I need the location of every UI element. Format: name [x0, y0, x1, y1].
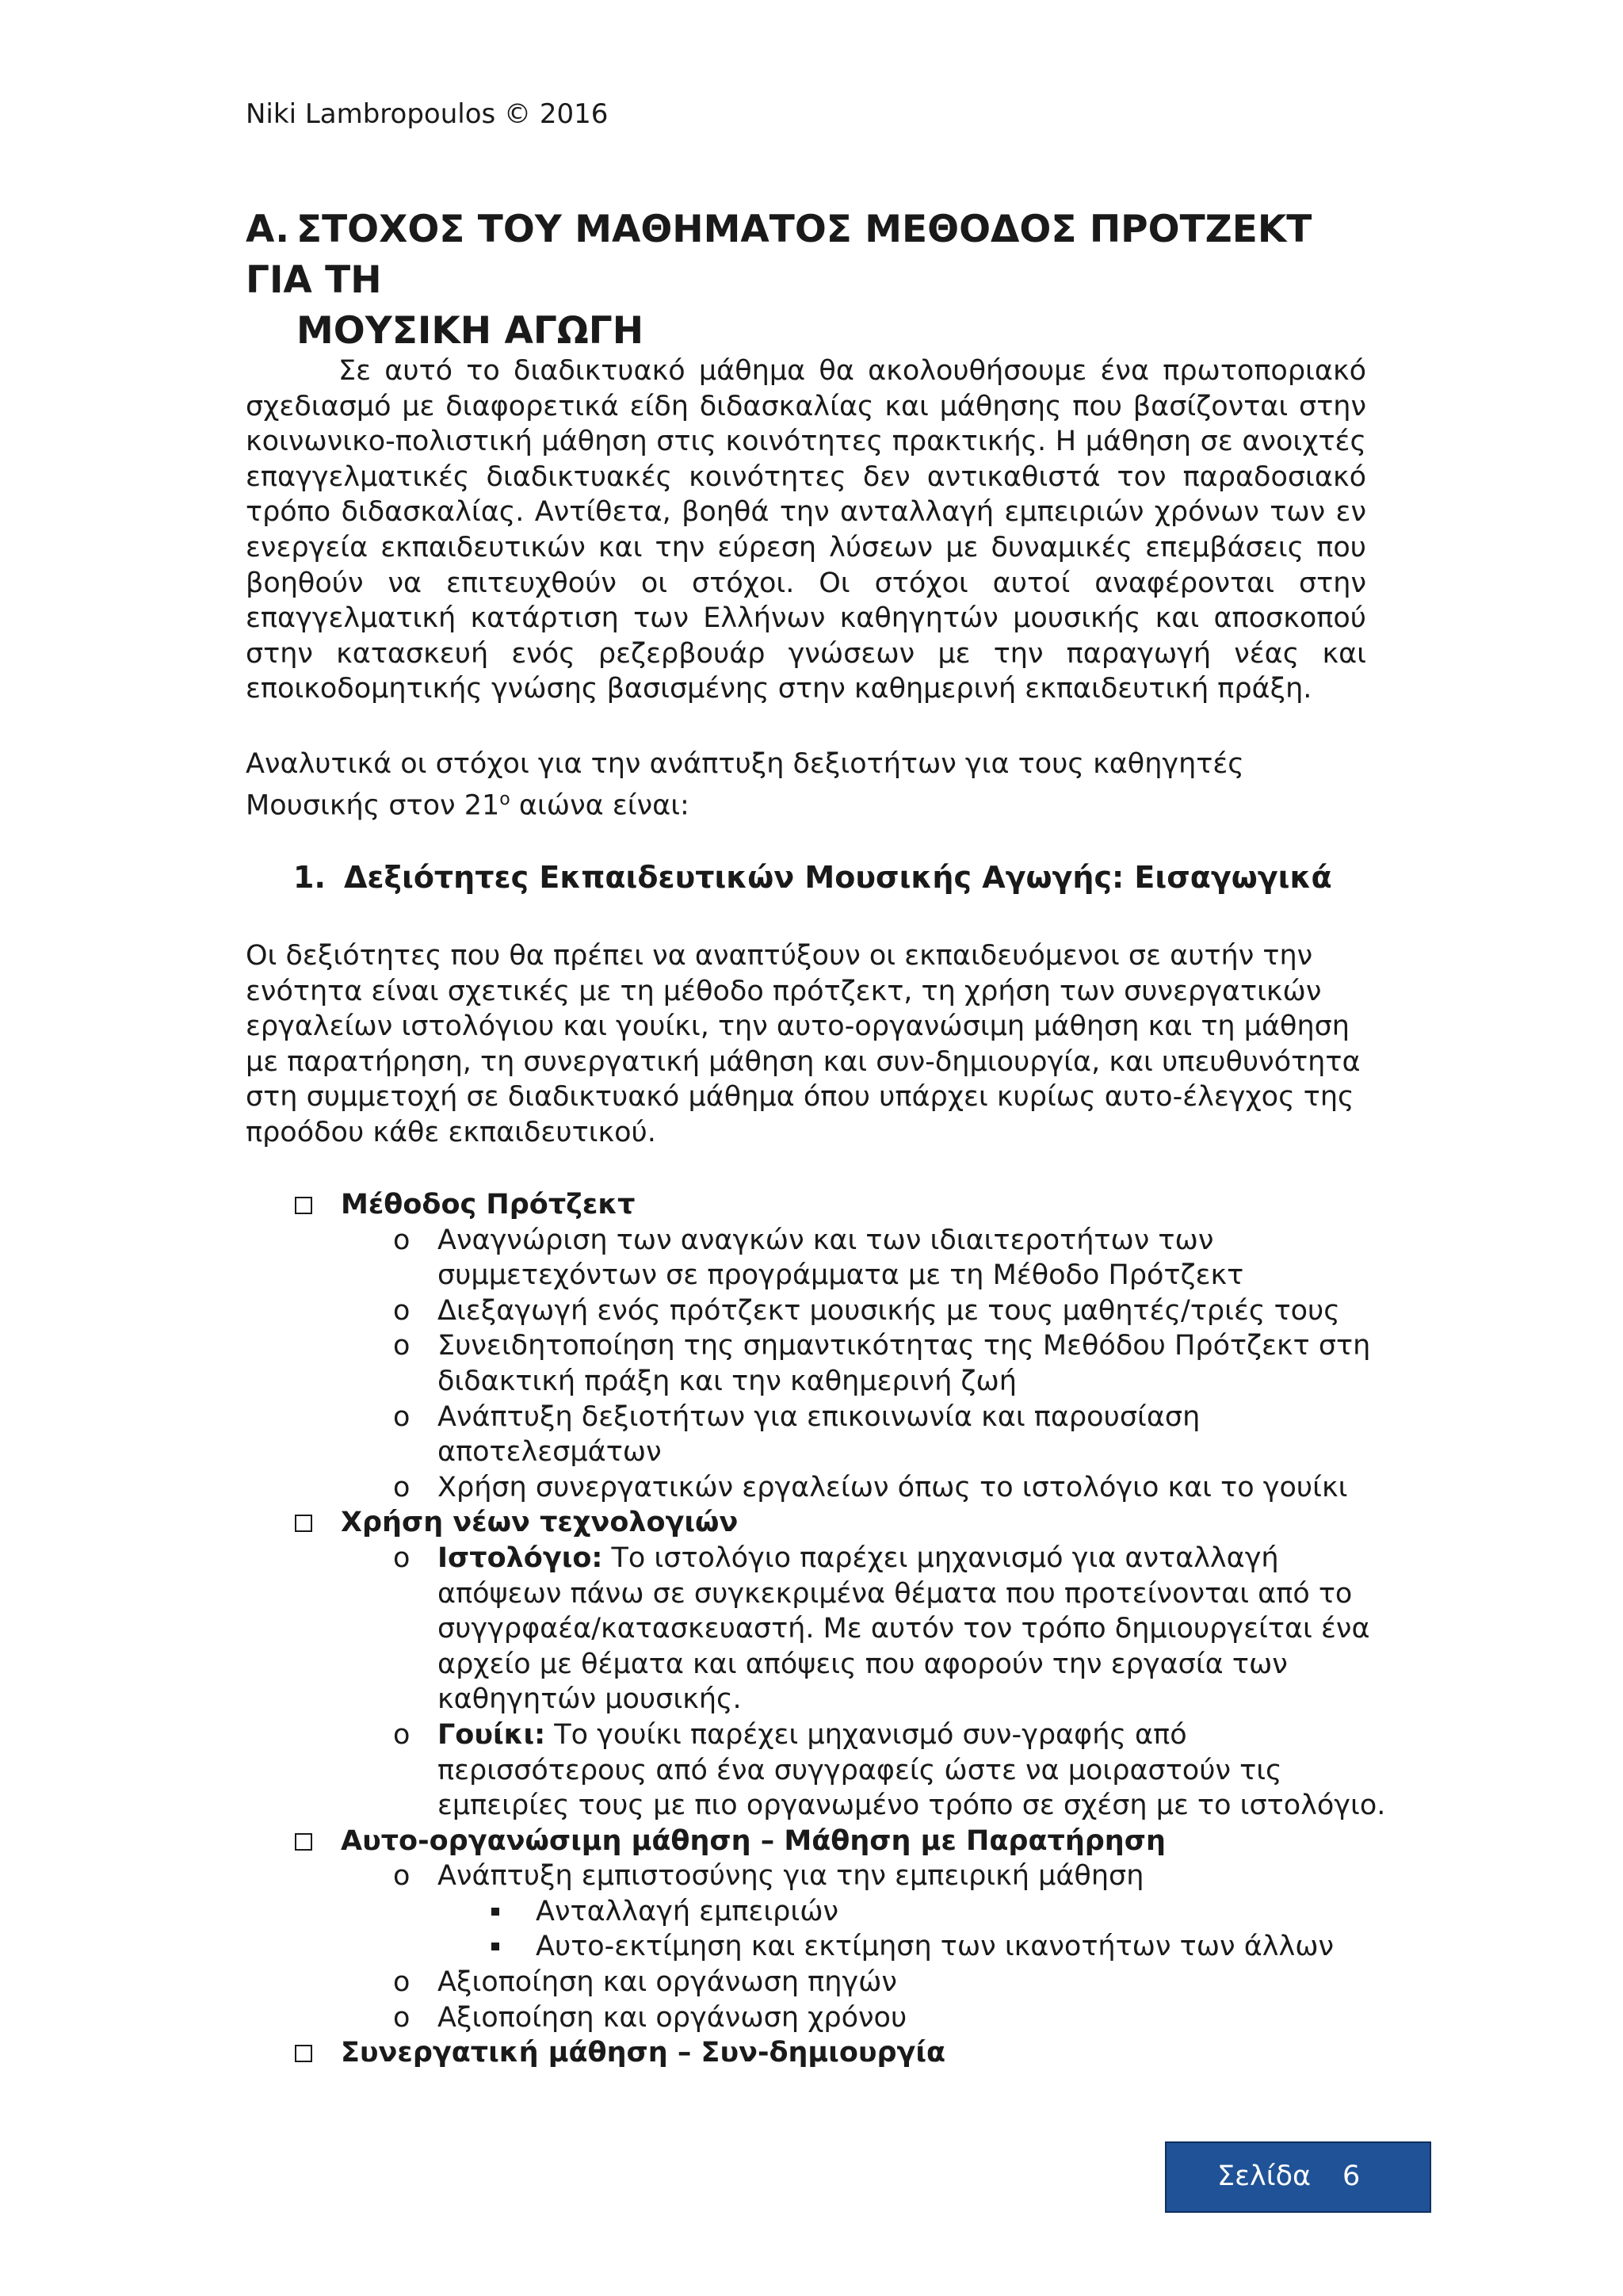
- goals-intro-text: Αναλυτικά οι στόχοι για την ανάπτυξη δεξιοτήτων για τους καθηγητές Μουσικής στον 21: [246, 748, 1244, 822]
- section-heading-text: Δεξιότητες Εκπαιδευτικών Μουσικής Αγωγής: Εισαγωγικά: [344, 860, 1332, 895]
- bullet-icon: o: [393, 1471, 411, 1503]
- skills-list: [295, 1187, 1404, 2071]
- title-line-1-text: ΣΤΟΧΟΣ ΤΟΥ ΜΑΘΗΜΑΤΟΣ ΜΕΘΟΔΟΣ ΠΡΟΤΖΕΚΤ ΓΙΑ ΤΗ: [246, 208, 1312, 302]
- list-group-title: [295, 1505, 1404, 1541]
- bullet-icon: o: [393, 1400, 411, 1433]
- list-subitem-text: Αυτο-εκτίμηση και εκτίμηση των ικανοτήτων των άλλων: [536, 1931, 1335, 1963]
- page-number: 6: [1342, 2160, 1361, 2192]
- section-paragraph: Οι δεξιότητες που θα πρέπει να αναπτύξουν οι εκπαιδευόμενοι σε αυτήν την ενότητα είναι σχετικές με τη μέθοδο πρότζεκτ, τη χρήση των συνεργατικών εργαλείων ιστολόγιου και γουίκι, την αυτο-οργανώσιμη μάθηση και τη μάθηση με παρατήρηση, τη συνεργατική μάθηση και συν-δημιουργία, και υπευθυνότητα στη συμμετοχή σε διαδικτυακό μάθημα όπου υπάρχει κυρίως αυτο-έλεγχος της προόδου κάθε εκπαιδευτικού.: [246, 940, 1361, 1148]
- list-item-text: Αξιοποίηση και οργάνωση πηγών: [437, 1966, 897, 1999]
- list-item-text: Χρήση συνεργατικών εργαλείων όπως το ιστολόγιο και το γουίκι: [437, 1471, 1348, 1503]
- list-item-text: Ανάπτυξη δεξιοτήτων για επικοινωνία και παρουσίαση αποτελεσμάτων: [437, 1400, 1201, 1469]
- checkbox-icon: [295, 1197, 312, 1214]
- list-group-title: [295, 1187, 1404, 1223]
- goals-intro-sup: ο: [499, 789, 510, 809]
- list-item-text: Αναγνώριση των αναγκών και των ιδιαιτεροτήτων των συμμετεχόντων σε προγράμματα με τη Μέθοδο Πρότζεκτ: [437, 1224, 1244, 1292]
- bullet-icon: o: [393, 1966, 411, 1999]
- list-item-text: Ανάπτυξη εμπιστοσύνης για την εμπειρική μάθηση: [437, 1860, 1144, 1893]
- list-item: [295, 1541, 1404, 1717]
- list-group-title: [295, 1824, 1404, 1859]
- checkbox-icon: [295, 2045, 312, 2062]
- page-number-box: [1165, 2141, 1431, 2213]
- list-subitem: [295, 1929, 1404, 1965]
- intro-paragraph: Σε αυτό το διαδικτυακό μάθημα θα ακολουθήσουμε ένα πρωτοποριακό σχεδιασμό με διαφορετικά είδη διδασκαλίας και μάθησης που βασίζονται στην κοινωνικο-πολιστική μάθηση στις κοινότητες πρακτικής. Η μάθηση σε ανοιχτές επαγγελματικές διαδικτυακές κοινότητες δεν αντικαθιστά τον παραδοσιακό τρόπο διδασκαλίας. Αντίθετα, βοηθά την ανταλλαγή εμπειριών χρόνων των εν ενεργεία εκπαιδευτικών και την εύρεση λύσεων με δυναμικές επεμβάσεις που βοηθούν να επιτευχθούν οι στόχοι. Οι στόχοι αυτοί αναφέρονται στην επαγγελματική κατάρτιση των Ελλήνων καθηγητών μουσικής και αποσκοπού στην κατασκευή ενός ρεζερβουάρ γνώσεων με την παραγωγή νέας και εποικοδομητικής γνώσης βασισμένης στην καθημερινή εκπαιδευτική πράξη.: [246, 355, 1366, 705]
- bullet-icon: o: [393, 1718, 411, 1751]
- list-item-text: Συνειδητοποίηση της σημαντικότητας της Μεθόδου Πρότζεκτ στη διδακτική πράξη και την καθημερινή ζωή: [437, 1330, 1371, 1397]
- bullet-icon: o: [393, 1541, 411, 1574]
- list-item-text: Διεξαγωγή ενός πρότζεκτ μουσικής με τους μαθητές/τριές τους: [437, 1294, 1340, 1327]
- title-letter: A.: [246, 208, 290, 251]
- page-label: Σελίδα: [1217, 2160, 1312, 2192]
- page-header: Niki Lambropoulos © 2016: [246, 98, 609, 130]
- list-item: [295, 1470, 1404, 1506]
- bullet-icon: o: [393, 1294, 411, 1327]
- list-item: [295, 1328, 1404, 1399]
- list-item-term: Γουίκι:: [437, 1718, 546, 1751]
- list-subitem-text: Ανταλλαγή εμπειριών: [536, 1895, 839, 1927]
- list-item: [295, 1859, 1404, 1894]
- bullet-icon: o: [393, 1330, 411, 1362]
- list-group-title: [295, 2035, 1404, 2071]
- bullet-icon: o: [393, 1860, 411, 1893]
- group-title-text: Αυτο-οργανώσιμη μάθηση – Μάθηση με Παρατήρηση: [341, 1824, 1166, 1857]
- list-item: [295, 1717, 1404, 1824]
- group-title-text: Μέθοδος Πρότζεκτ: [341, 1189, 636, 1221]
- list-item: [295, 2000, 1404, 2036]
- page-title: [246, 204, 1387, 357]
- list-item-text: Αξιοποίηση και οργάνωση χρόνου: [437, 2001, 907, 2034]
- checkbox-icon: [295, 1515, 312, 1532]
- section-number: 1.: [293, 860, 326, 895]
- bullet-icon: o: [393, 1224, 411, 1256]
- goals-intro: [246, 747, 1379, 823]
- list-subitem: [295, 1894, 1404, 1930]
- title-line-2: ΜΟΥΣΙΚΗ ΑΓΩΓΗ: [296, 309, 644, 353]
- title-line-1: [246, 208, 1312, 302]
- checkbox-icon: [295, 1833, 312, 1851]
- goals-intro-end: αιώνα είναι:: [510, 789, 689, 822]
- list-item: [295, 1400, 1404, 1470]
- list-item-term: Ιστολόγιο:: [437, 1541, 603, 1574]
- list-item-text: Το γουίκι παρέχει μηχανισμό συν-γραφής από περισσότερους από ένα συγγραφείς ώστε να μοιραστούν τις εμπειρίες τους με πιο οργανωμένο τρόπο σε σχέση με το ιστολόγιο.: [437, 1718, 1386, 1822]
- list-item: [295, 1293, 1404, 1329]
- bullet-icon: o: [393, 2001, 411, 2034]
- section-heading: [293, 860, 1332, 895]
- list-item: [295, 1965, 1404, 2000]
- group-title-text: Συνεργατική μάθηση – Συν-δημιουργία: [341, 2037, 946, 2069]
- list-item-text: Το ιστολόγιο παρέχει μηχανισμό για ανταλλαγή απόψεων πάνω σε συγκεκριμένα θέματα που προτείνονται από το συγγρφαέα/κατασκευαστή. Με αυτόν τον τρόπο δημιουργείται ένα αρχείο με θέματα και απόψεις που αφορούν την εργασία των καθηγητών μουσικής.: [437, 1541, 1370, 1716]
- list-item: [295, 1223, 1404, 1293]
- square-bullet-icon: [491, 1908, 499, 1916]
- square-bullet-icon: [491, 1943, 499, 1950]
- group-title-text: Χρήση νέων τεχνολογιών: [341, 1507, 739, 1539]
